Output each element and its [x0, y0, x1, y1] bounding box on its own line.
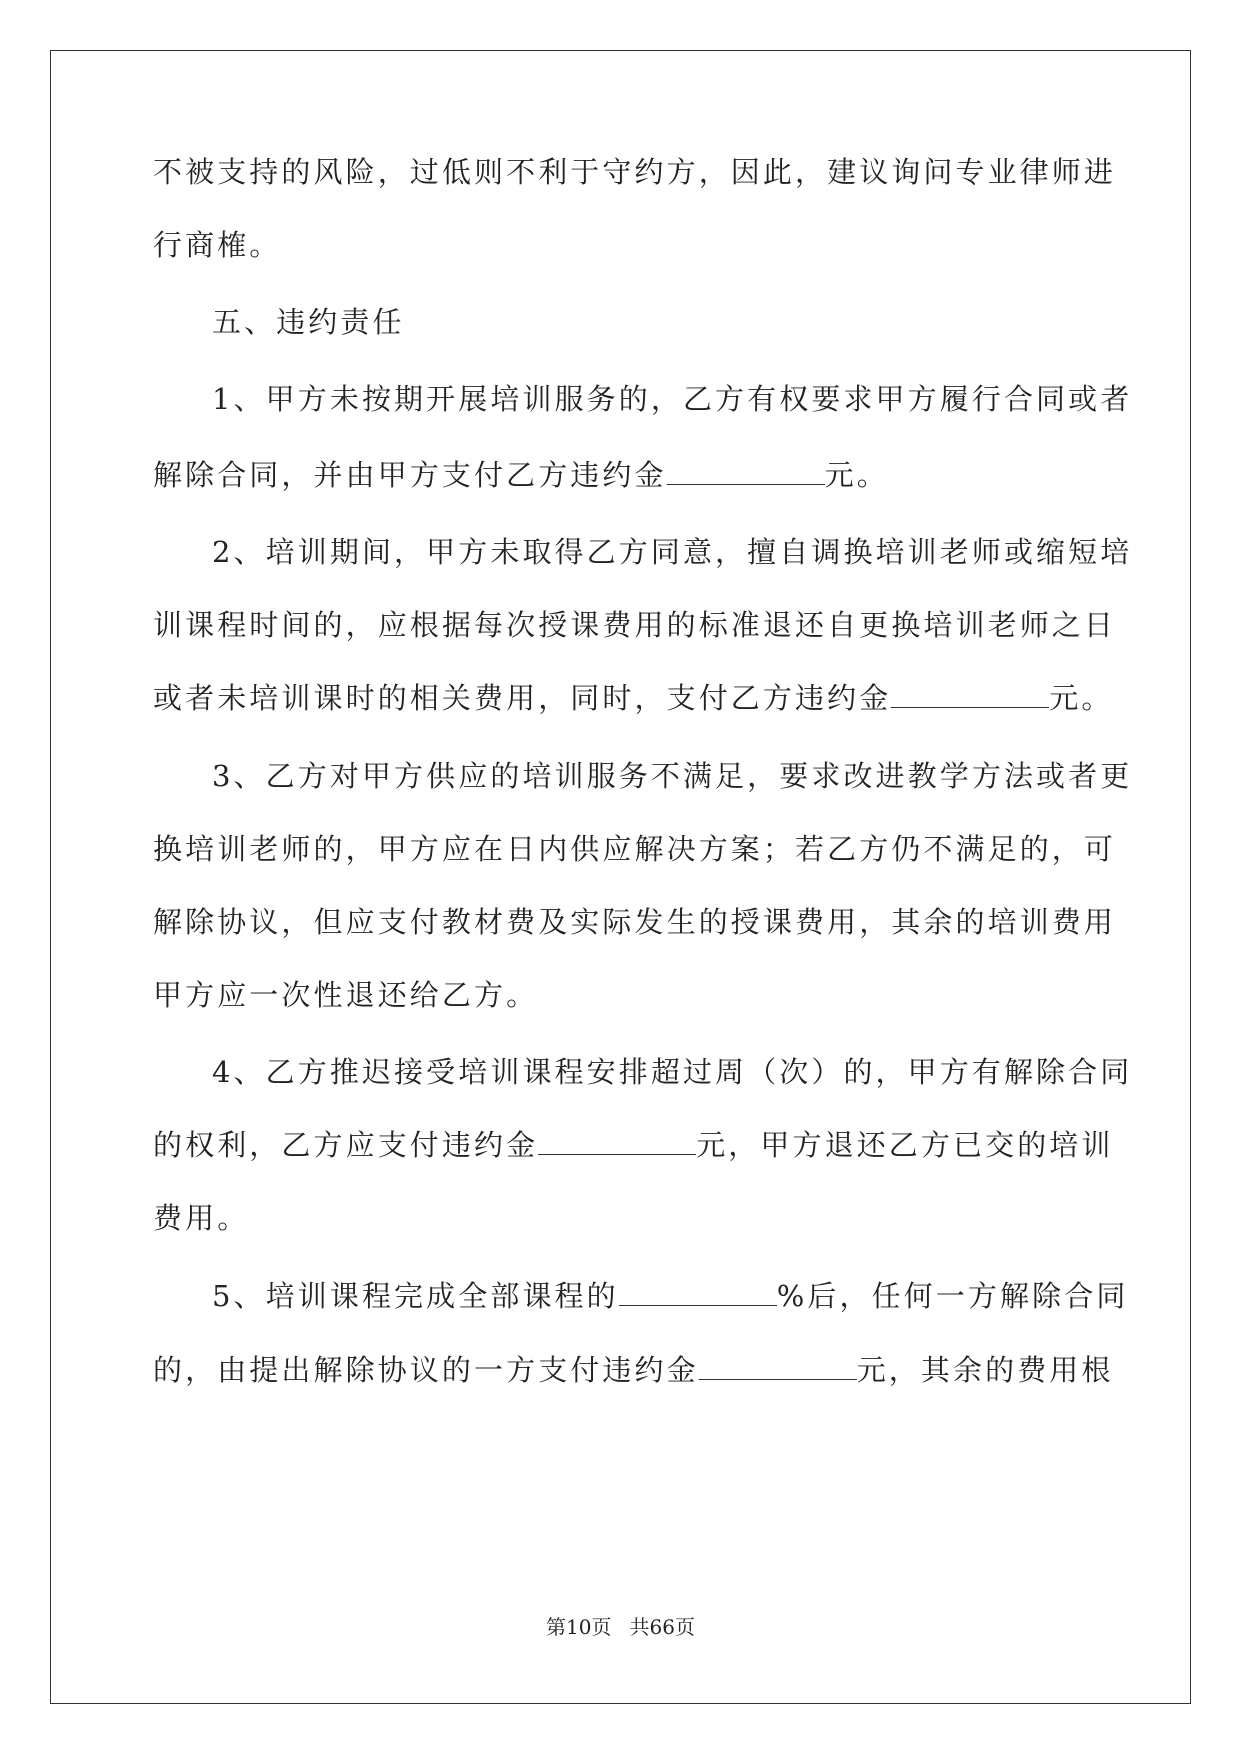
clause-2-line: [153, 678, 1114, 718]
fill-in-blank[interactable]: [891, 685, 1049, 708]
fill-in-blank[interactable]: [619, 1283, 777, 1306]
fill-in-blank[interactable]: [538, 1132, 696, 1155]
clause-1-line: 1、甲方未按期开展培训服务的，乙方有权要求甲方履行合同或者: [212, 382, 1133, 416]
page-footer: [0, 1614, 1241, 1640]
clause-3-line: 解除协议，但应支付教材费及实际发生的授课费用，其余的培训费用: [153, 905, 1117, 939]
text-segment: 元，其余的费用根: [856, 1353, 1114, 1387]
clause-5-line: [212, 1276, 1128, 1316]
fill-in-blank[interactable]: [699, 1357, 857, 1380]
fill-in-blank[interactable]: [667, 462, 825, 485]
text-segment: 的，由提出解除协议的一方支付违约金: [153, 1353, 699, 1387]
text-segment: 解除合同，并由甲方支付乙方违约金: [153, 458, 667, 492]
clause-3-line: 甲方应一次性退还给乙方。: [153, 978, 539, 1012]
clause-2-line: 2、培训期间，甲方未取得乙方同意，擅自调换培训老师或缩短培: [212, 535, 1133, 569]
clause-4-line: 费用。: [153, 1201, 250, 1235]
section-heading: 五、违约责任: [212, 305, 405, 339]
text-line: 不被支持的风险，过低则不利于守约方，因此，建议询问专业律师进: [153, 155, 1117, 189]
clause-4-line: 4、乙方推迟接受培训课程安排超过周（次）的，甲方有解除合同: [212, 1055, 1133, 1089]
text-segment: 5、培训课程完成全部课程的: [212, 1279, 619, 1313]
text-segment: 元，甲方退还乙方已交的培训: [696, 1128, 1114, 1162]
text-segment: 的权利，乙方应支付违约金: [153, 1128, 539, 1162]
text-segment: 元。: [1049, 681, 1114, 715]
text-segment: %后，任何一方解除合同: [776, 1279, 1129, 1313]
text-segment: 元。: [824, 458, 889, 492]
text-segment: 或者未培训课时的相关费用，同时，支付乙方违约金: [153, 681, 892, 715]
page-border: [50, 50, 1191, 1704]
page-number: 第10页: [546, 1615, 612, 1639]
clause-4-line: [153, 1125, 1114, 1165]
text-line: 行商榷。: [153, 228, 282, 262]
clause-5-line: [153, 1350, 1114, 1390]
clause-3-line: 换培训老师的，甲方应在日内供应解决方案；若乙方仍不满足的，可: [153, 832, 1117, 866]
total-pages: 共66页: [629, 1615, 695, 1639]
clause-1-line: [153, 455, 889, 495]
clause-3-line: 3、乙方对甲方供应的培训服务不满足，要求改进教学方法或者更: [212, 759, 1133, 793]
clause-2-line: 训课程时间的，应根据每次授课费用的标准退还自更换培训老师之日: [153, 608, 1117, 642]
